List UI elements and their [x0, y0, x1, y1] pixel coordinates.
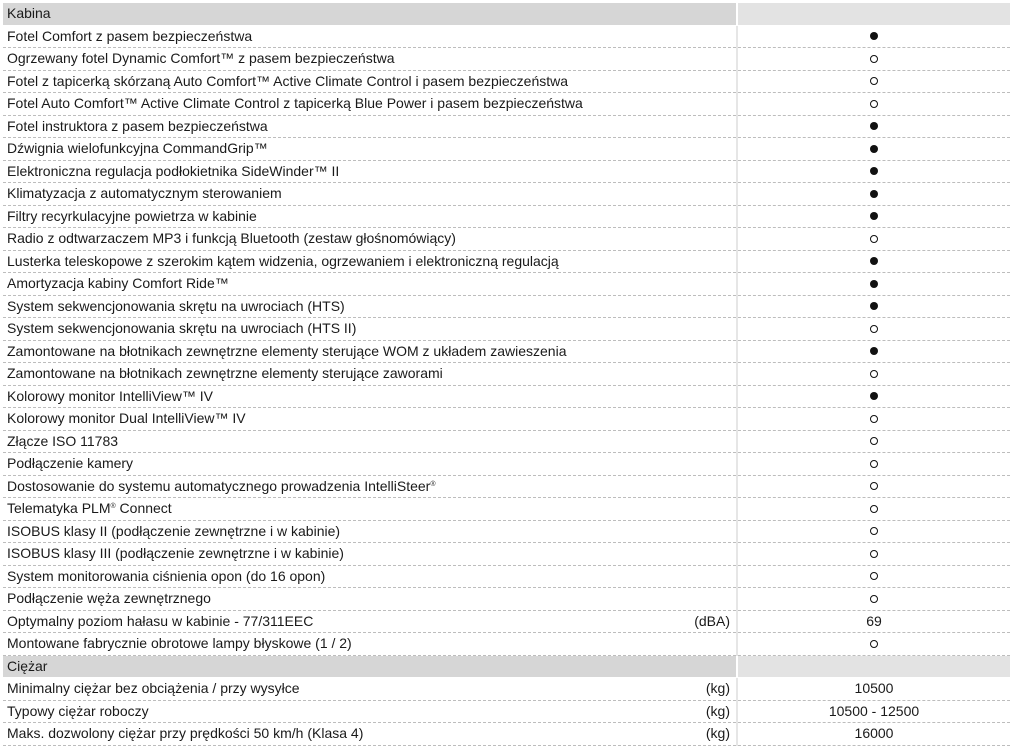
row-label: Dźwignia wielofunkcyjna CommandGrip™ [7, 140, 268, 157]
row-label-cell [3, 340, 737, 363]
row-value: 69 [737, 610, 1010, 633]
optional-open-circle-icon [870, 55, 878, 63]
optional-open-circle-icon [870, 235, 878, 243]
standard-filled-circle-icon [870, 347, 878, 355]
table-row [3, 363, 1010, 386]
table-row [3, 565, 1010, 588]
standard-filled-circle-icon [870, 122, 878, 130]
standard-filled-circle-icon [870, 32, 878, 40]
row-label: Maks. dozwolony ciężar przy prędkości 50 km/h (Klasa 4) [7, 725, 364, 742]
row-label: Optymalny poziom hałasu w kabinie - 77/311EEC [7, 612, 314, 629]
standard-filled-circle-icon [870, 302, 878, 310]
standard-filled-circle-icon [870, 190, 878, 198]
row-label-cell [3, 70, 737, 93]
table-row [3, 205, 1010, 228]
row-unit: (kg) [705, 725, 730, 742]
row-value: 10500 [737, 678, 1010, 701]
table-row [3, 700, 1010, 723]
row-label-cell [3, 363, 737, 386]
standard-filled-circle-icon [870, 280, 878, 288]
row-label: Klimatyzacja z automatycznym sterowaniem [7, 185, 282, 202]
optional-open-circle-icon [870, 572, 878, 580]
table-row [3, 25, 1010, 48]
row-label-cell [3, 295, 737, 318]
table-row [3, 633, 1010, 656]
row-availability [737, 70, 1010, 93]
row-label-cell [3, 115, 737, 138]
row-availability [737, 565, 1010, 588]
row-label: Zamontowane na błotnikach zewnętrzne elementy sterujące zaworami [7, 365, 443, 382]
row-label: Dostosowanie do systemu automatycznego prowadzenia IntelliSteer [7, 477, 431, 494]
row-label: Filtry recyrkulacyjne powietrza w kabinie [7, 207, 257, 224]
row-label-cell [3, 408, 737, 431]
table-row [3, 183, 1010, 206]
row-label-cell [3, 385, 737, 408]
row-label-cell [3, 453, 737, 476]
row-availability [737, 93, 1010, 116]
row-availability [737, 408, 1010, 431]
row-availability [737, 115, 1010, 138]
standard-filled-circle-icon [870, 167, 878, 175]
row-label-cell [3, 633, 737, 656]
row-availability [737, 160, 1010, 183]
row-availability [737, 633, 1010, 656]
row-availability [737, 363, 1010, 386]
row-label-cell [3, 318, 737, 341]
row-label-cell [3, 183, 737, 206]
row-label: Kolorowy monitor Dual IntelliView™ IV [7, 410, 246, 427]
spec-table [3, 3, 1010, 746]
row-label: Zamontowane na błotnikach zewnętrzne elementy sterujące WOM z układem zawieszenia [7, 342, 567, 359]
row-label-cell [3, 723, 737, 746]
row-availability [737, 475, 1010, 498]
row-label-cell [3, 475, 737, 498]
row-availability [737, 48, 1010, 71]
row-label: Kolorowy monitor IntelliView™ IV [7, 387, 213, 404]
row-label-cell [3, 160, 737, 183]
table-row [3, 115, 1010, 138]
optional-open-circle-icon [870, 415, 878, 423]
row-availability [737, 205, 1010, 228]
row-label: Typowy ciężar roboczy [7, 702, 149, 719]
registered-mark: ® [110, 503, 116, 511]
row-label: Minimalny ciężar bez obciążenia / przy wysyłce [7, 680, 300, 697]
row-label: System sekwencjonowania skrętu na uwrociach (HTS) [7, 297, 345, 314]
row-label-cell [3, 228, 737, 251]
row-label-cell [3, 520, 737, 543]
row-label-cell [3, 610, 737, 633]
row-unit: (kg) [705, 702, 730, 719]
table-row [3, 295, 1010, 318]
row-label: System monitorowania ciśnienia opon (do 16 opon) [7, 567, 326, 584]
row-label-cell [3, 250, 737, 273]
table-row [3, 48, 1010, 71]
table-row [3, 453, 1010, 476]
table-row [3, 678, 1010, 701]
row-value: 16000 [737, 723, 1010, 746]
optional-open-circle-icon [870, 527, 878, 535]
row-label-suffix: Connect [115, 500, 172, 517]
row-label-cell [3, 588, 737, 611]
row-availability [737, 25, 1010, 48]
section-value-header [737, 3, 1010, 25]
row-unit: (dBA) [694, 612, 730, 629]
spec-table-body [3, 3, 1010, 745]
table-row [3, 430, 1010, 453]
row-label: System sekwencjonowania skrętu na uwrociach (HTS II) [7, 320, 357, 337]
optional-open-circle-icon [870, 550, 878, 558]
row-label: Lusterka teleskopowe z szerokim kątem widzenia, ogrzewaniem i elektroniczną regulacją [7, 252, 559, 269]
table-row [3, 70, 1010, 93]
row-label: Amortyzacja kabiny Comfort Ride™ [7, 275, 229, 292]
table-row [3, 318, 1010, 341]
row-label: Podłączenie kamery [7, 455, 134, 472]
row-label-cell [3, 48, 737, 71]
row-label: Złącze ISO 11783 [7, 432, 119, 449]
table-row [3, 588, 1010, 611]
row-label-cell [3, 205, 737, 228]
row-label: ISOBUS klasy II (podłączenie zewnętrzne i w kabinie) [7, 522, 341, 539]
table-row [3, 408, 1010, 431]
row-label-cell [3, 565, 737, 588]
row-availability [737, 250, 1010, 273]
row-label: Radio z odtwarzaczem MP3 i funkcją Bluetooth (zestaw głośnomówiący) [7, 230, 456, 247]
row-label: Fotel instruktora z pasem bezpieczeństwa [7, 117, 268, 134]
row-label: Fotel Comfort z pasem bezpieczeństwa [7, 27, 253, 44]
table-row [3, 475, 1010, 498]
row-label: Ogrzewany fotel Dynamic Comfort™ z pasem bezpieczeństwa [7, 50, 395, 67]
table-row [3, 228, 1010, 251]
optional-open-circle-icon [870, 100, 878, 108]
optional-open-circle-icon [870, 370, 878, 378]
row-availability [737, 385, 1010, 408]
row-availability [737, 340, 1010, 363]
table-row [3, 138, 1010, 161]
standard-filled-circle-icon [870, 392, 878, 400]
row-label-cell [3, 678, 737, 701]
section-title: Ciężar [3, 655, 737, 678]
table-row [3, 93, 1010, 116]
table-row [3, 723, 1010, 746]
table-row [3, 520, 1010, 543]
row-availability [737, 453, 1010, 476]
optional-open-circle-icon [870, 325, 878, 333]
table-row [3, 160, 1010, 183]
section-header [3, 655, 1010, 678]
row-label: Elektroniczna regulacja podłokietnika SideWinder™ II [7, 162, 340, 179]
row-availability [737, 520, 1010, 543]
standard-filled-circle-icon [870, 257, 878, 265]
table-row [3, 385, 1010, 408]
row-availability [737, 543, 1010, 566]
row-label: ISOBUS klasy III (podłączenie zewnętrzne i w kabinie) [7, 545, 344, 562]
optional-open-circle-icon [870, 77, 878, 85]
row-availability [737, 498, 1010, 521]
row-label-cell [3, 93, 737, 116]
table-row [3, 610, 1010, 633]
registered-mark: ® [430, 480, 436, 488]
row-label-cell [3, 543, 737, 566]
row-availability [737, 228, 1010, 251]
optional-open-circle-icon [870, 460, 878, 468]
row-label: Fotel z tapicerką skórzaną Auto Comfort™ Active Climate Control i pasem bezpieczeństwa [7, 72, 569, 89]
standard-filled-circle-icon [870, 212, 878, 220]
table-row [3, 250, 1010, 273]
row-label: Fotel Auto Comfort™ Active Climate Control z tapicerką Blue Power i pasem bezpieczeństwa [7, 95, 583, 112]
row-label-cell [3, 700, 737, 723]
section-header [3, 3, 1010, 25]
row-availability [737, 318, 1010, 341]
table-row [3, 340, 1010, 363]
row-label-cell [3, 498, 737, 521]
row-label: Podłączenie węża zewnętrznego [7, 590, 211, 607]
row-label-cell [3, 273, 737, 296]
row-availability [737, 295, 1010, 318]
optional-open-circle-icon [870, 505, 878, 513]
row-label-cell [3, 138, 737, 161]
table-row [3, 273, 1010, 296]
row-availability [737, 183, 1010, 206]
row-label-cell [3, 430, 737, 453]
table-row [3, 543, 1010, 566]
row-availability [737, 430, 1010, 453]
section-value-header [737, 655, 1010, 678]
row-availability [737, 273, 1010, 296]
standard-filled-circle-icon [870, 145, 878, 153]
row-value: 10500 - 12500 [737, 700, 1010, 723]
row-unit: (kg) [705, 680, 730, 697]
row-label-cell [3, 25, 737, 48]
section-title: Kabina [3, 3, 737, 25]
table-row [3, 498, 1010, 521]
row-label: Montowane fabrycznie obrotowe lampy błyskowe (1 / 2) [7, 635, 352, 652]
row-availability [737, 588, 1010, 611]
row-label: Telematyka PLM [7, 500, 111, 517]
optional-open-circle-icon [870, 482, 878, 490]
optional-open-circle-icon [870, 595, 878, 603]
row-availability [737, 138, 1010, 161]
optional-open-circle-icon [870, 437, 878, 445]
optional-open-circle-icon [870, 640, 878, 648]
